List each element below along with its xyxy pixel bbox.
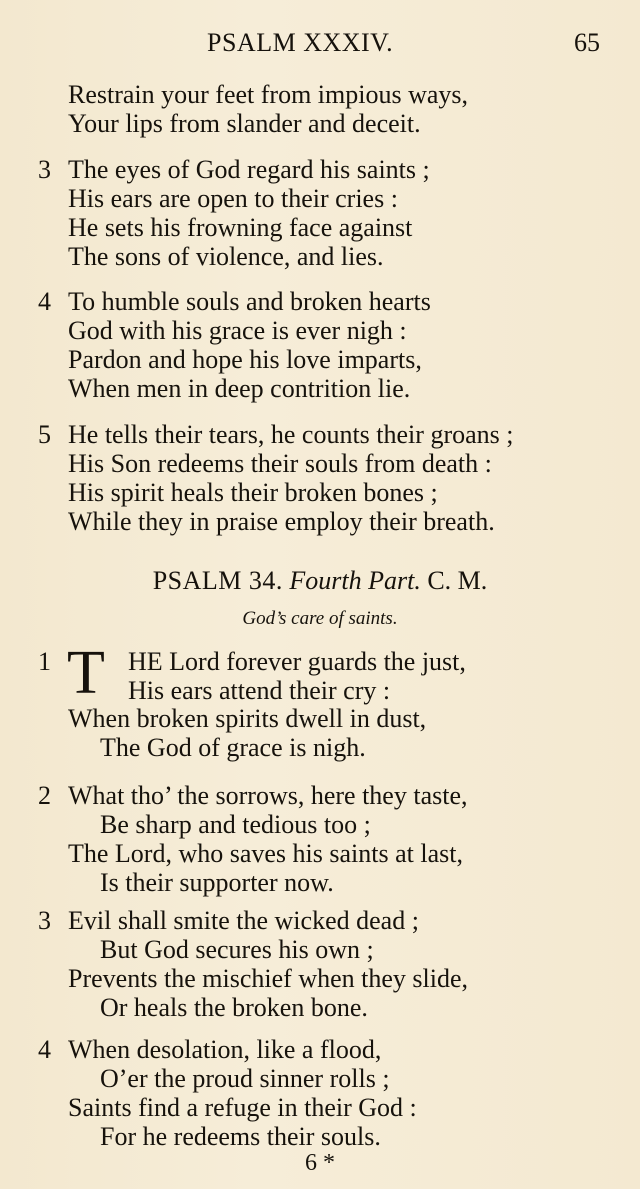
verse-line: When broken spirits dwell in dust, — [68, 704, 427, 733]
section-title — [0, 566, 640, 596]
verse-line: The God of grace is nigh. — [100, 733, 366, 762]
verse-line: Is their supporter now. — [100, 868, 334, 897]
verse-line: God with his grace is ever nigh : — [68, 316, 407, 345]
verse-line: What tho’ the sorrows, here they taste, — [68, 781, 468, 810]
verse-line: His ears are open to their cries : — [68, 184, 398, 213]
verse-number: 2 — [38, 781, 51, 810]
verse-line: When desolation, like a flood, — [68, 1035, 382, 1064]
verse-line: The eyes of God regard his saints ; — [68, 155, 430, 184]
verse-line: When men in deep contrition lie. — [68, 374, 411, 403]
verse-line: His ears attend their cry : — [128, 676, 391, 705]
verse-line: Restrain your feet from impious ways, — [68, 80, 469, 109]
section-meter: C. M. — [427, 566, 488, 595]
verse-number: 3 — [38, 906, 51, 935]
verse-number: 5 — [38, 420, 51, 449]
page-number: 65 — [574, 28, 600, 57]
verse-number: 1 — [38, 647, 51, 676]
drop-cap: T — [67, 639, 105, 707]
verse-line: Or heals the broken bone. — [100, 993, 368, 1022]
verse-line: The Lord, who saves his saints at last, — [68, 839, 463, 868]
verse-line: He sets his frowning face against — [68, 213, 413, 242]
verse-number: 4 — [38, 1035, 51, 1064]
verse-line: His spirit heals their broken bones ; — [68, 478, 438, 507]
verse-line: While they in praise employ their breath. — [68, 507, 495, 536]
verse-line: The sons of violence, and lies. — [68, 242, 384, 271]
verse-line: For he redeems their souls. — [100, 1122, 381, 1151]
page-header — [0, 28, 640, 68]
verse-line: Saints find a refuge in their God : — [68, 1093, 417, 1122]
verse-line: Prevents the mischief when they slide, — [68, 964, 469, 993]
section-subtitle: God’s care of saints. — [242, 608, 398, 629]
verse-line: O’er the proud sinner rolls ; — [100, 1064, 390, 1093]
verse-number: 4 — [38, 287, 51, 316]
verse-line: His Son redeems their souls from death : — [68, 449, 492, 478]
verse-line: Be sharp and tedious too ; — [100, 810, 371, 839]
section-psalm: PSALM 34. — [152, 566, 283, 595]
verse-line: But God secures his own ; — [100, 935, 374, 964]
verse-line: Pardon and hope his love imparts, — [68, 345, 422, 374]
verse-line: Your lips from slander and deceit. — [68, 109, 421, 138]
verse-line: Evil shall smite the wicked dead ; — [68, 906, 419, 935]
running-title: PSALM XXXIV. — [207, 28, 394, 57]
verse-line: HE Lord forever guards the just, — [128, 647, 466, 676]
signature-mark: 6 * — [305, 1150, 335, 1176]
verse-number: 3 — [38, 155, 51, 184]
verse-line: To humble souls and broken hearts — [68, 287, 431, 316]
section-part: Fourth Part. — [289, 566, 421, 595]
verse-line: He tells their tears, he counts their groans ; — [68, 420, 514, 449]
